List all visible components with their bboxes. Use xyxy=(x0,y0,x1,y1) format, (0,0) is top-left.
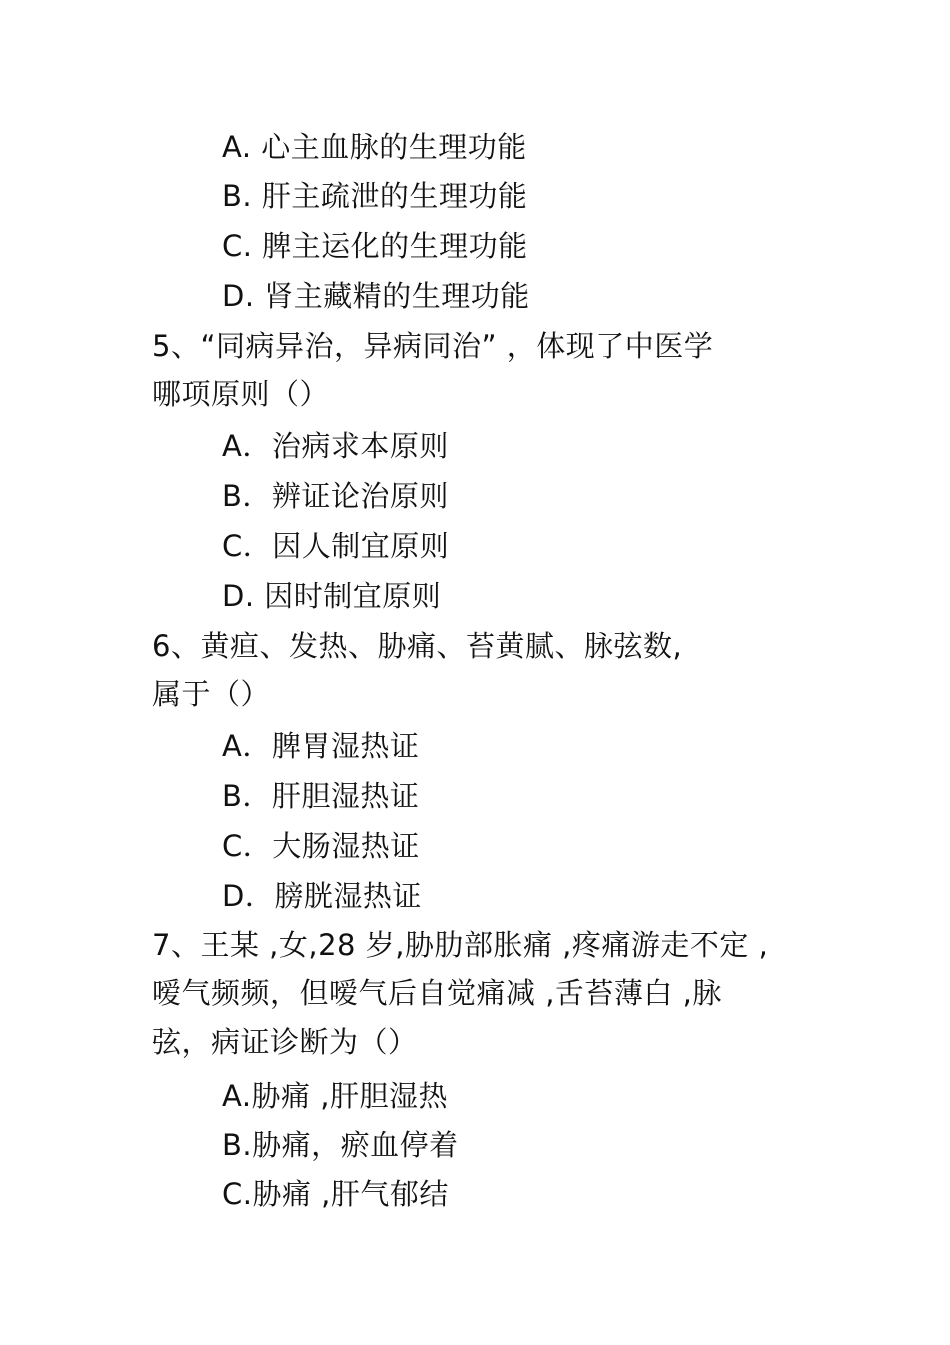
q7-question-line-1: 7、王某 ,女,28 岁,胁肋部胀痛 ,疼痛游走不定 , xyxy=(152,928,769,962)
q7-option-b: B.胁痛，瘀血停着 xyxy=(222,1128,459,1162)
q5-option-d: D. 因时制宜原则 xyxy=(222,579,442,613)
q5-option-c: C．因人制宜原则 xyxy=(222,529,450,563)
q4-option-c: C. 脾主运化的生理功能 xyxy=(222,229,528,263)
q4-option-b: B. 肝主疏泄的生理功能 xyxy=(222,179,528,213)
q6-option-b: B．肝胆湿热证 xyxy=(222,779,420,813)
q4-option-d: D. 肾主藏精的生理功能 xyxy=(222,279,530,313)
q5-question-line-1: 5、“同病异治，异病同治” ，体现了中医学 xyxy=(152,329,714,363)
q6-option-c: C．大肠湿热证 xyxy=(222,829,420,863)
q7-option-a: A.胁痛 ,肝胆湿热 xyxy=(222,1079,448,1113)
q6-question-line-1: 6、黄疸、发热、胁痛、苔黄腻、脉弦数, xyxy=(152,629,683,663)
q5-option-a: A．治病求本原则 xyxy=(222,429,449,463)
q7-question-line-2: 嗳气频频，但嗳气后自觉痛减 ,舌苔薄白 ,脉 xyxy=(152,976,722,1010)
q6-question-line-2: 属于（） xyxy=(152,677,271,711)
q5-question-line-2: 哪项原则（） xyxy=(152,377,330,411)
q7-question-line-3: 弦，病证诊断为（） xyxy=(152,1025,418,1059)
q7-option-c: C.胁痛 ,肝气郁结 xyxy=(222,1177,449,1211)
q4-option-a: A. 心主血脉的生理功能 xyxy=(222,130,527,164)
q6-option-a: A．脾胃湿热证 xyxy=(222,729,420,763)
q6-option-d: D．膀胱湿热证 xyxy=(222,879,422,913)
q5-option-b: B．辨证论治原则 xyxy=(222,479,449,513)
